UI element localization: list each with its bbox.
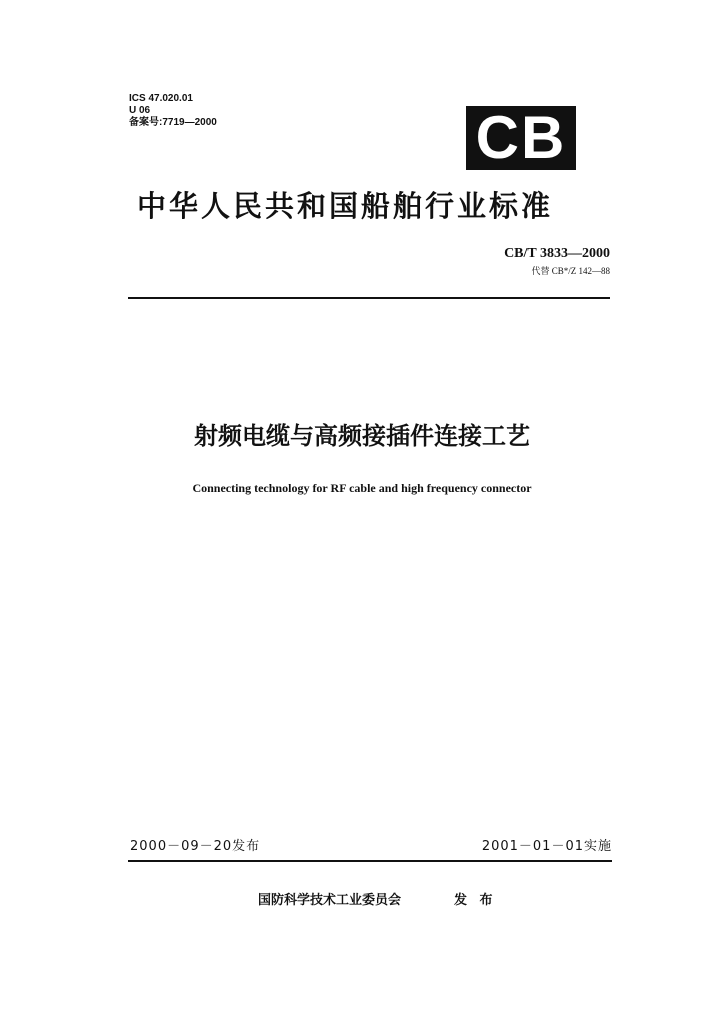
bottom-divider	[128, 860, 612, 862]
classification-block	[129, 93, 217, 129]
filing-number: 备案号:7719—2000	[129, 117, 217, 128]
ics-code: ICS 47.020.01	[129, 93, 193, 104]
standard-code: CB/T 3833—2000	[504, 246, 610, 261]
ccs-code: U 06	[129, 105, 151, 116]
top-divider	[128, 297, 610, 299]
issuing-authority: 国防科学技术工业委员会	[258, 893, 402, 908]
document-title: 射频电缆与高频接插件连接工艺	[194, 422, 530, 450]
standard-category-title: 中华人民共和国船舶行业标准	[137, 189, 554, 223]
issue-date: 2000－09－20发布	[130, 839, 261, 854]
implementation-date: 2001－01－01实施	[481, 839, 612, 854]
issue-action: 发 布	[454, 893, 493, 908]
replaces-standard: 代替 CB*/Z 142—88	[531, 266, 610, 276]
document-title-english: Connecting technology for RF cable and high frequency connector	[192, 481, 532, 495]
cb-logo: CB	[466, 106, 576, 170]
